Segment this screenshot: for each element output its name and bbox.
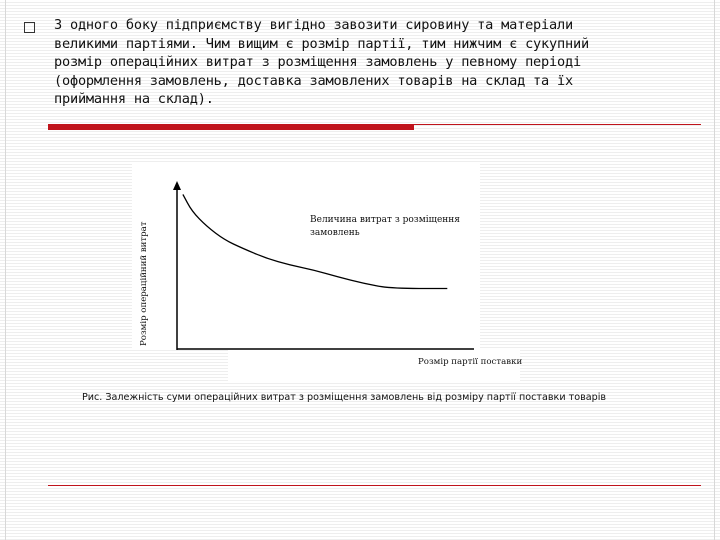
x-axis-label: Розмір партії поставки	[418, 357, 523, 367]
intro-paragraph: З одного боку підприємству вигідно завозити сировину та матеріали великими партіями. Чим вищим є розмір партії, тим нижчим є сукупний розмір операційних витрат з розміщення замовлень у певному періоді (оформлення замовлень, доставка замовлених товарів на склад та їх приймання на склад).	[54, 17, 589, 108]
legend-label: Величина витрат з розміщення замовлень	[310, 215, 460, 238]
figure-caption: Рис. Залежність суми операційних витрат з розміщення замовлень від розміру партії поставки товарів	[82, 392, 607, 403]
accent-rule-bottom	[48, 485, 701, 486]
y-axis-label: Розмір операційний витрат	[139, 221, 149, 346]
y-axis-arrow	[173, 181, 181, 190]
